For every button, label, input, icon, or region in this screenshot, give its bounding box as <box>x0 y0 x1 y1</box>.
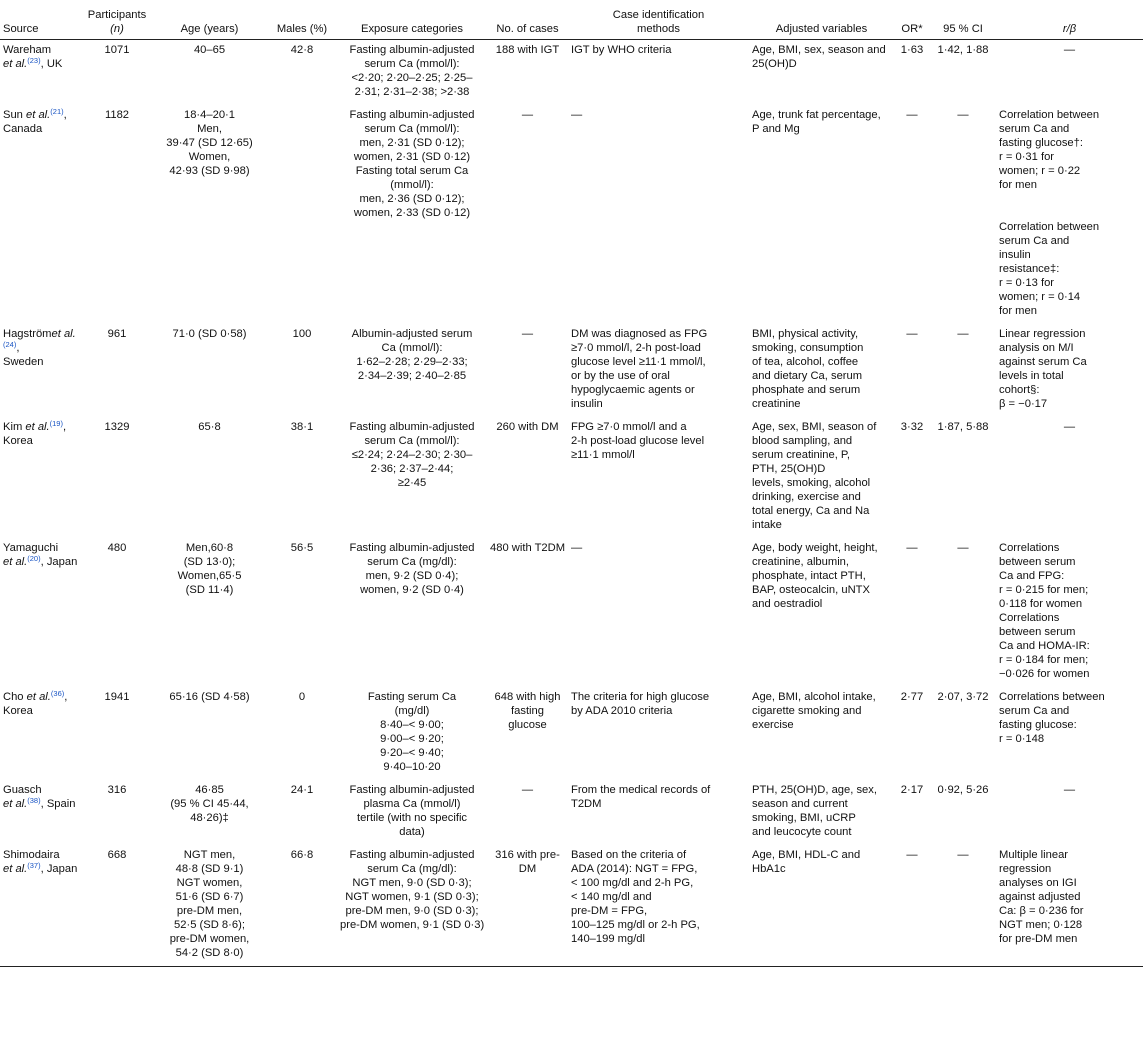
cell-or: 1·63 <box>900 44 924 56</box>
cell-line: Fasting albumin-adjusted <box>349 849 475 861</box>
cell-line: The criteria for high glucose <box>571 691 710 703</box>
cell-line: — <box>521 328 534 340</box>
cell-line: serum Ca and <box>999 705 1070 717</box>
cell-line: DM <box>518 863 537 875</box>
cell-line: Correlations <box>999 542 1060 554</box>
cell-participants: 668 <box>82 845 152 967</box>
cell-source: Guasch et al.$^{(38)}$, Spain <box>3 784 76 810</box>
citation-ref: (20) <box>27 554 41 563</box>
cell-line: blood sampling, and <box>752 435 853 447</box>
cell-line: FPG ≥7·0 mmol/l and a <box>571 421 687 433</box>
cell-line: Age, BMI, alcohol intake, <box>752 691 876 703</box>
cell-line: against adjusted <box>999 891 1081 903</box>
cell-line: (SD 13·0); <box>183 556 236 568</box>
cell-line: Women, <box>188 151 231 163</box>
cell-line: hypoglycaemic agents or <box>571 384 695 396</box>
cell-line: 39·47 (SD 12·65) <box>166 137 253 149</box>
cell-line: NGT men, <box>183 849 236 861</box>
cell-line: men, 2·36 (SD 0·12); <box>359 193 465 205</box>
cell-line: Fasting total serum Ca <box>355 165 469 177</box>
cell-r-beta <box>996 538 1143 687</box>
cell-line: resistance‡: <box>999 263 1060 275</box>
table-row <box>0 417 1143 538</box>
cell-adjusted <box>749 40 894 106</box>
cell-case-id <box>568 417 749 538</box>
cell-line: 40–65 <box>193 44 226 56</box>
cell-ci: — <box>957 542 969 554</box>
cell-line: pre-DM women, <box>169 933 250 945</box>
cell-line: r = 0·31 for <box>999 151 1055 163</box>
cell-line: P and Mg <box>752 123 800 135</box>
header-cases: No. of cases <box>487 6 568 40</box>
cell-line: fasting glucose: <box>999 719 1077 731</box>
cell-line: phosphate, intact PTH, <box>752 570 866 582</box>
cell-line: Age, body weight, height, <box>752 542 878 554</box>
cell-ci: 1·42, 1·88 <box>937 44 989 56</box>
cell-adjusted <box>749 417 894 538</box>
cell-line: 65·16 (SD 4·58) <box>169 691 250 703</box>
cell-source: Hagströmet al.$^{(24)}$, Sweden <box>3 328 76 368</box>
cell-participants: 1941 <box>104 691 130 703</box>
cell-line: ≥7·0 mmol/l, 2-h post-load <box>571 342 701 354</box>
cell-source: Sun et al.$^{(21)}$, Canada <box>3 107 67 135</box>
citation-ref: (38) <box>27 796 41 805</box>
cell-ci: — <box>957 328 969 340</box>
cell-line: PTH, 25(OH)D <box>752 463 826 475</box>
cell-line: insulin <box>999 249 1031 261</box>
cell-r-beta <box>996 105 1143 324</box>
cell-line: 65·8 <box>198 421 221 433</box>
cell-line: Based on the criteria of <box>571 849 687 861</box>
cell-line: 648 with high <box>494 691 561 703</box>
cell-males: 66·8 <box>267 845 337 967</box>
cell-line: r = 0·148 <box>999 733 1045 745</box>
cell-line: women, 9·2 (SD 0·4) <box>360 584 464 596</box>
cell-case-id <box>568 40 749 106</box>
cell-or: 2·77 <box>900 691 924 703</box>
table-row <box>0 324 1143 417</box>
cell-line: 9·20–< 9·40; <box>380 747 444 759</box>
table-row <box>0 40 1143 106</box>
cell-line: Correlation between <box>999 109 1100 121</box>
cell-line: pre-DM = FPG, <box>571 905 648 917</box>
cell-line: women; r = 0·22 <box>999 165 1081 177</box>
cell-line: smoking, BMI, uCRP <box>752 812 856 824</box>
cell-cases <box>487 40 568 106</box>
cell-line: season and current <box>752 798 848 810</box>
cell-line: data) <box>399 826 425 838</box>
cell-males: 42·8 <box>290 44 314 56</box>
cell-line: Fasting albumin-adjusted <box>349 44 475 56</box>
header-r-beta: r/β <box>996 6 1143 40</box>
cell-line: Women,65·5 <box>177 570 242 582</box>
cell-line: IGT by WHO criteria <box>571 44 672 56</box>
cell-line: 260 with DM <box>496 421 559 433</box>
cell-line: 48·8 (SD 9·1) <box>175 863 244 875</box>
cell-line: Correlation between <box>999 221 1100 233</box>
cell-line: analysis on M/I <box>999 342 1074 354</box>
cell-line: — <box>1063 784 1076 796</box>
cell-line: for pre-DM men <box>999 933 1078 945</box>
cell-line: plasma Ca (mmol/l) <box>363 798 461 810</box>
cell-line: levels in total <box>999 370 1064 382</box>
header-case-id: Case identification methods <box>568 6 749 40</box>
cell-line: 188 with IGT <box>495 44 560 56</box>
cell-line: r = 0·215 for men; <box>999 584 1089 596</box>
cell-cases <box>487 417 568 538</box>
cell-age <box>152 417 267 538</box>
header-age: Age (years) <box>152 6 267 40</box>
cell-line: 48·26)‡ <box>190 812 229 824</box>
cell-line: glucose level ≥11·1 mmol/l, <box>571 356 706 368</box>
cell-participants: 1182 <box>104 109 130 121</box>
cell-line: women, 2·31 (SD 0·12) <box>353 151 471 163</box>
cell-line: — <box>1063 421 1076 433</box>
cell-line: intake <box>752 519 782 531</box>
cell-line: 2·31; 2·31–2·38; >2·38 <box>354 86 470 98</box>
cell-cases <box>487 538 568 687</box>
citation-ref: (23) <box>27 56 41 65</box>
cell-line: −0·026 for women <box>999 668 1090 680</box>
cell-line: serum Ca and <box>999 235 1070 247</box>
cell-line: — <box>521 109 534 121</box>
citation-ref: (36) <box>50 689 65 698</box>
cell-line: 316 with pre- <box>495 849 560 861</box>
citation-ref: (21) <box>50 107 64 116</box>
cell-line: (mg/dl) <box>394 705 430 717</box>
cell-line: and leucocyte count <box>752 826 852 838</box>
cell-age <box>152 324 267 417</box>
cell-line: cigarette smoking and <box>752 705 862 717</box>
cell-source: Kim et al.$^{(19)}$, Korea <box>3 419 67 447</box>
cell-line: and dietary Ca, serum <box>752 370 863 382</box>
cell-line: for men <box>999 179 1037 191</box>
cell-line: Linear regression <box>999 328 1086 340</box>
cell-line: 51·6 (SD 6·7) <box>175 891 244 903</box>
cell-line: 46·85 <box>195 784 224 796</box>
cell-or: 2·17 <box>900 784 924 796</box>
table-row <box>0 687 1143 780</box>
cell-line: 100–125 mg/dl or 2-h PG, <box>571 919 700 931</box>
cell-exposure <box>337 780 487 845</box>
cell-line: r = 0·184 for men; <box>999 654 1089 666</box>
table-row <box>0 780 1143 845</box>
cell-participants: 961 <box>107 328 127 340</box>
cell-or: — <box>906 542 918 554</box>
cell-line: — <box>571 109 583 121</box>
cell-line: Ca (mmol/l): <box>381 342 443 354</box>
cell-line: men, 2·31 (SD 0·12); <box>359 137 465 149</box>
header-males: Males (%) <box>267 6 337 40</box>
cell-line: 18·4–20·1 <box>183 109 235 121</box>
cell-line: men, 9·2 (SD 0·4); <box>365 570 459 582</box>
cell-age <box>152 538 267 687</box>
table-row <box>0 538 1143 687</box>
header-exposure: Exposure categories <box>337 6 487 40</box>
cell-line: ≤2·24; 2·24–2·30; 2·30– <box>351 449 473 461</box>
cell-case-id <box>568 845 749 967</box>
cell-line: — <box>521 784 534 796</box>
cell-case-id <box>568 687 749 780</box>
header-or: OR* <box>894 6 930 40</box>
cell-line: pre-DM men, <box>176 905 243 917</box>
cell-source: Yamaguchi et al.$^{(20)}$, Japan <box>3 542 78 568</box>
cell-line: creatinine <box>752 398 801 410</box>
cell-males <box>267 105 337 324</box>
cell-line: tertile (with no specific <box>356 812 468 824</box>
cell-line: (SD 11·4) <box>185 584 234 596</box>
cell-line: (mmol/l): <box>390 179 434 191</box>
cell-cases <box>487 780 568 845</box>
header-row <box>0 6 1143 40</box>
cell-line: BAP, osteocalcin, uNTX <box>752 584 870 596</box>
cell-line: NGT men, 9·0 (SD 0·3); <box>352 877 472 889</box>
cell-line: 25(OH)D <box>752 58 797 70</box>
header-source: Source <box>0 6 82 40</box>
cell-line: < 100 mg/dl and 2-h PG, <box>571 877 694 889</box>
cell-line: 1·62–2·28; 2·29–2·33; <box>356 356 468 368</box>
cell-line: Multiple linear <box>999 849 1069 861</box>
cell-line: Ca and HOMA-IR: <box>999 640 1090 652</box>
cell-line: for men <box>999 305 1037 317</box>
cell-line: 9·00–< 9·20; <box>380 733 444 745</box>
cell-line: serum Ca (mg/dl): <box>367 863 457 875</box>
cell-or: 3·32 <box>900 421 924 433</box>
cell-cases <box>487 845 568 967</box>
cell-line: cohort§: <box>999 384 1040 396</box>
cell-participants: 316 <box>107 784 127 796</box>
cell-line: Albumin-adjusted serum <box>351 328 473 340</box>
cell-line: Men,60·8 <box>185 542 234 554</box>
cell-cases <box>487 324 568 417</box>
cell-line: between serum <box>999 556 1076 568</box>
cell-line: 8·40–< 9·00; <box>380 719 444 731</box>
cell-r-beta <box>996 324 1143 417</box>
cell-males: 24·1 <box>290 784 314 796</box>
cell-line: between serum <box>999 626 1076 638</box>
cell-line: regression <box>999 863 1052 875</box>
cell-line: phosphate and serum <box>752 384 861 396</box>
cell-adjusted <box>749 780 894 845</box>
cell-ci: 1·87, 5·88 <box>937 421 989 433</box>
cell-line: PTH, 25(OH)D, age, sex, <box>752 784 877 796</box>
cell-line: β = −0·17 <box>999 398 1048 410</box>
studies-table <box>0 6 1143 967</box>
cell-line: NGT men; 0·128 <box>999 919 1083 931</box>
cell-line: and oestradiol <box>752 598 823 610</box>
cell-line: ADA (2014): NGT = FPG, <box>571 863 698 875</box>
cell-age <box>152 845 267 967</box>
cell-exposure <box>337 105 487 324</box>
cell-line: analyses on IGI <box>999 877 1077 889</box>
cell-cases <box>487 687 568 780</box>
cell-ci: 0·92, 5·26 <box>937 784 989 796</box>
cell-adjusted <box>749 105 894 324</box>
cell-line: <2·20; 2·20–2·25; 2·25– <box>351 72 473 84</box>
cell-line: serum Ca (mmol/l): <box>364 123 460 135</box>
cell-line: 9·40–10·20 <box>383 761 441 773</box>
cell-line: 0·118 for women <box>999 598 1083 610</box>
cell-males: 0 <box>298 691 306 703</box>
cell-participants: 1329 <box>104 421 130 433</box>
cell-line: — <box>1063 44 1076 56</box>
cell-line: 71·0 (SD 0·58) <box>172 328 247 340</box>
cell-line: exercise <box>752 719 794 731</box>
header-ci: 95 % CI <box>930 6 996 40</box>
cell-line: serum Ca (mmol/l): <box>364 435 460 447</box>
cell-line: by ADA 2010 criteria <box>571 705 673 717</box>
header-adjusted: Adjusted variables <box>749 6 894 40</box>
cell-line: NGT women, 9·1 (SD 0·3); <box>345 891 479 903</box>
header-participants: Participants (n) <box>82 6 152 40</box>
cell-r-beta <box>996 40 1143 106</box>
cell-line: Age, sex, BMI, season of <box>752 421 877 433</box>
cell-line: serum Ca (mg/dl): <box>367 556 457 568</box>
cell-line: fasting glucose†: <box>999 137 1083 149</box>
cell-line: 54·2 (SD 8·0) <box>175 947 244 959</box>
cell-line: or by the use of oral <box>571 370 670 382</box>
cell-males: 100 <box>292 328 312 340</box>
cell-or: — <box>906 109 918 121</box>
cell-line: insulin <box>571 398 603 410</box>
cell-age <box>152 687 267 780</box>
cell-line: fasting <box>511 705 544 717</box>
cell-line: glucose <box>508 719 547 731</box>
cell-line: levels, smoking, alcohol <box>752 477 871 489</box>
cell-r-beta <box>996 417 1143 538</box>
cell-males: 38·1 <box>290 421 314 433</box>
cell-line: women, 2·33 (SD 0·12) <box>353 207 471 219</box>
cell-line: Correlations between <box>999 691 1105 703</box>
cell-line: women; r = 0·14 <box>999 291 1081 303</box>
cell-exposure <box>337 687 487 780</box>
cell-line: Ca: β = 0·236 for <box>999 905 1084 917</box>
cell-line: total energy, Ca and Na <box>752 505 870 517</box>
citation-ref: (24) <box>3 340 17 349</box>
cell-line: pre-DM men, 9·0 (SD 0·3); <box>345 905 479 917</box>
cell-adjusted <box>749 324 894 417</box>
cell-cases <box>487 105 568 324</box>
cell-line: serum creatinine, P, <box>752 449 851 461</box>
cell-r-beta <box>996 780 1143 845</box>
cell-line: ≥2·45 <box>397 477 427 489</box>
cell-participants: 1071 <box>104 44 130 56</box>
cell-r-beta <box>996 845 1143 967</box>
cell-line: Fasting albumin-adjusted <box>349 421 475 433</box>
cell-ci: 2·07, 3·72 <box>937 691 989 703</box>
cell-case-id <box>568 538 749 687</box>
cell-ci: — <box>930 845 996 967</box>
cell-line: BMI, physical activity, <box>752 328 859 340</box>
cell-exposure <box>337 538 487 687</box>
cell-exposure <box>337 40 487 106</box>
cell-line: Correlations <box>999 612 1060 624</box>
cell-line: smoking, consumption <box>752 342 864 354</box>
cell-adjusted <box>749 845 894 967</box>
cell-line: serum Ca and <box>999 123 1070 135</box>
cell-participants: 480 <box>107 542 127 554</box>
cell-line: 42·93 (SD 9·98) <box>169 165 250 177</box>
cell-age <box>152 780 267 845</box>
cell-line: Age, BMI, sex, season and <box>752 44 886 56</box>
cell-line: 2·36; 2·37–2·44; <box>370 463 454 475</box>
cell-line: Age, trunk fat percentage, <box>752 109 881 121</box>
cell-r-beta <box>996 687 1143 780</box>
cell-line: 2·34–2·39; 2·40–2·85 <box>357 370 467 382</box>
cell-line: T2DM <box>571 798 602 810</box>
cell-adjusted <box>749 687 894 780</box>
citation-ref: (37) <box>27 861 41 870</box>
cell-age <box>152 105 267 324</box>
cell-case-id <box>568 324 749 417</box>
cell-adjusted <box>749 538 894 687</box>
cell-age <box>152 40 267 106</box>
citation-ref: (19) <box>49 419 63 428</box>
cell-line: DM was diagnosed as FPG <box>571 328 708 340</box>
cell-line: against serum Ca <box>999 356 1087 368</box>
cell-line: < 140 mg/dl and <box>571 891 652 903</box>
cell-case-id <box>568 780 749 845</box>
cell-line: of tea, alcohol, coffee <box>752 356 859 368</box>
cell-line: serum Ca (mmol/l): <box>364 58 460 70</box>
table-row <box>0 845 1143 967</box>
cell-line: Ca and FPG: <box>999 570 1065 582</box>
cell-line: (95 % CI 45·44, <box>170 798 249 810</box>
table-row <box>0 105 1143 324</box>
cell-line: Age, BMI, HDL-C and <box>752 849 861 861</box>
cell-case-id <box>568 105 749 324</box>
cell-line: Fasting albumin-adjusted <box>349 109 475 121</box>
cell-exposure <box>337 324 487 417</box>
cell-line: 2-h post-load glucose level <box>571 435 705 447</box>
cell-exposure <box>337 417 487 538</box>
cell-line: — <box>571 542 583 554</box>
cell-males: 56·5 <box>290 542 314 554</box>
cell-source: Shimodaira et al.$^{(37)}$, Japan <box>0 845 82 967</box>
cell-line: 52·5 (SD 8·6); <box>174 919 245 931</box>
cell-line: From the medical records of <box>571 784 711 796</box>
cell-source: Wareham et al.$^{(23)}$, UK <box>3 44 63 70</box>
cell-line: ≥11·1 mmol/l <box>571 449 635 461</box>
cell-line: pre-DM women, 9·1 (SD 0·3) <box>340 919 485 931</box>
cell-line: 480 with T2DM <box>490 542 566 554</box>
cell-source: Cho et al.$^{(36)}$, Korea <box>3 689 68 717</box>
cell-line: Fasting serum Ca <box>367 691 457 703</box>
cell-line: NGT women, <box>176 877 243 889</box>
cell-line: 140–199 mg/dl <box>571 933 646 945</box>
cell-line: HbA1c <box>752 863 786 875</box>
cell-line: Men, <box>197 123 222 135</box>
cell-or: — <box>894 845 930 967</box>
cell-line: drinking, exercise and <box>752 491 861 503</box>
cell-exposure <box>337 845 487 967</box>
cell-line: Fasting albumin-adjusted <box>349 542 475 554</box>
cell-ci: — <box>957 109 969 121</box>
cell-line: Fasting albumin-adjusted <box>349 784 475 796</box>
cell-or: — <box>906 328 918 340</box>
cell-line: creatinine, albumin, <box>752 556 850 568</box>
cell-line: r = 0·13 for <box>999 277 1055 289</box>
